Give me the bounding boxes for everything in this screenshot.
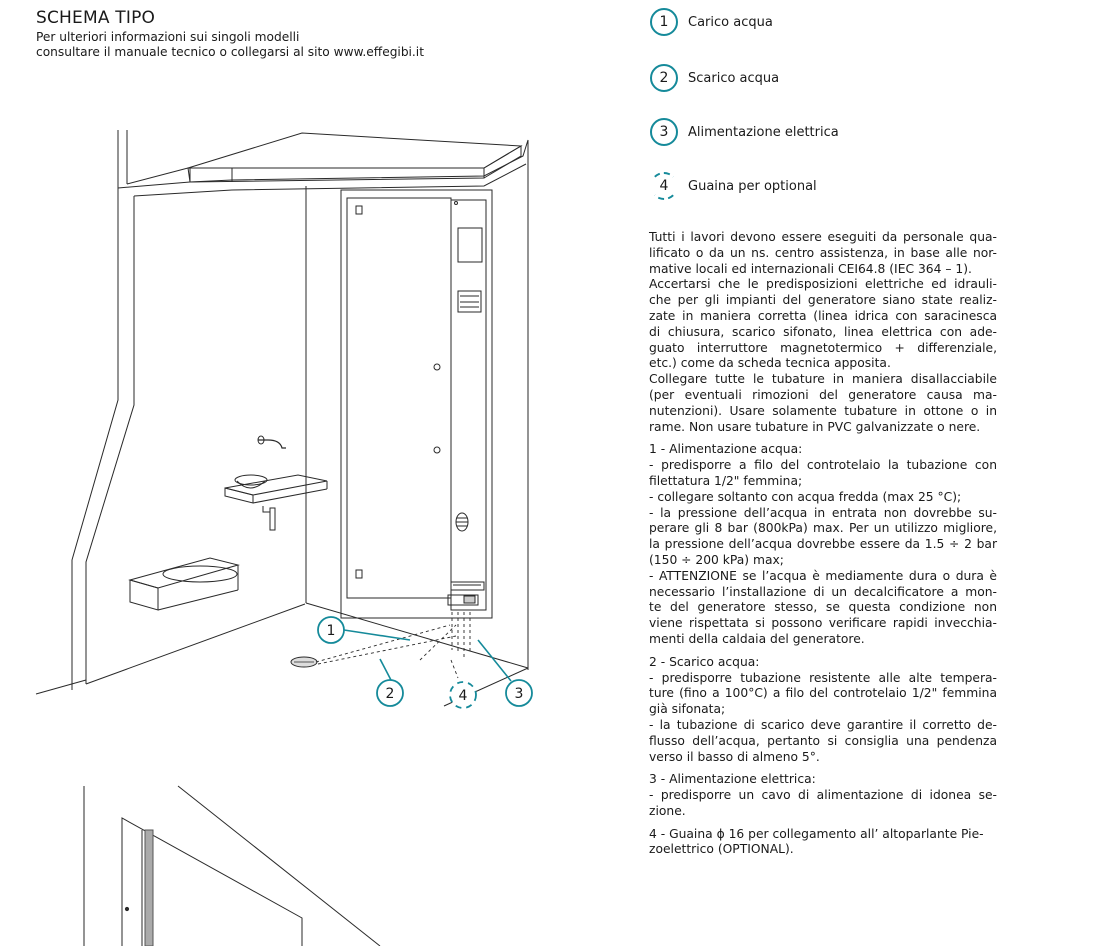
text-line: - predisporre un cavo di alimentazione di idonea se- [649,788,997,803]
svg-text:4: 4 [458,688,468,704]
door-frame [341,190,492,618]
text-line: zione. [649,803,686,818]
text-line: Accertarsi che le predisposizioni elettriche ed idrauli- [649,277,997,292]
text-line: etc.) come da scheda tecnica apposita. [649,356,891,371]
text-line: Tutti i lavori devono essere eseguiti da personale qua- [649,230,997,244]
text-line: menti della caldaia del generatore. [649,631,865,646]
text-line: - predisporre tubazione resistente alle alte tempera- [649,670,997,685]
text-line: filettatura 1/2" femmina; [649,473,803,488]
text-line: flusso dell’acqua, pertanto si consiglia una pendenza [649,733,997,748]
text-line: di chiusura, scarico sifonato, linea elettrica con ade- [649,324,997,339]
legend-item-4 [650,172,817,200]
text-line: ture (fino a 100°C) a filo del controtelaio 1/2" femmina [649,686,997,701]
legend-number-1: 1 [650,8,678,36]
legend-number-2: 2 [650,64,678,92]
legend [650,8,1070,208]
callout-2 [377,680,403,706]
page-title: SCHEMA TIPO [36,8,156,28]
legend-label-4: Guaina per optional [688,178,817,194]
legend-item-3 [650,118,839,146]
instructions-text [649,230,997,858]
svg-text:3: 3 [514,686,524,702]
section-water-supply [649,442,997,647]
callout-3 [506,680,532,706]
legend-number-4: 4 [650,172,678,200]
text-line: viene rispettata si possono verificare rapidi invecchia- [649,616,997,631]
section-sheath [649,827,997,859]
text-line: 4 - Guaina ϕ 16 per collegamento all’ altoparlante Pie- [649,826,984,841]
legend-item-2 [650,64,779,92]
text-line: - collegare soltanto con acqua fredda (max 25 °C); [649,489,962,504]
callout-1 [318,617,344,643]
svg-text:1: 1 [326,623,336,639]
section-water-drain [649,655,997,766]
text-line: perare gli 8 bar (800kPa) max. Per un utilizzo migliore, [649,521,997,536]
text-line: te del generatore stesso, se questa condizione non [649,600,997,615]
text-line: (150 ÷ 200 kPa) max; [649,552,784,567]
svg-text:2: 2 [385,686,395,702]
text-line: già sifonata; [649,702,726,717]
legend-number-3: 3 [650,118,678,146]
text-line: - predisporre a filo del controtelaio la tubazione con [649,458,997,473]
text-line: la pressione dell’acqua dovrebbe essere da 1.5 ÷ 2 bar [649,537,997,552]
subtitle-line: consultare il manuale tecnico o collegarsi al sito www.effegibi.it [36,45,424,59]
legend-label-1: Carico acqua [688,14,773,30]
subtitle-line: Per ulteriori informazioni sui singoli modelli [36,30,300,44]
text-line: - ATTENZIONE se l’acqua è mediamente dura o dura è [649,568,997,583]
text-line: (per eventuali rimozioni del generatore causa ma- [649,387,997,402]
text-line: 2 - Scarico acqua: [649,654,760,669]
legend-label-3: Alimentazione elettrica [688,124,839,140]
legend-label-2: Scarico acqua [688,70,780,86]
text-line: lificato o da un ns. centro assistenza, in base alle nor- [649,245,997,260]
text-line: - la tubazione di scarico deve garantire il corretto de- [649,717,997,732]
text-line: Collegare tutte le tubature in maniera disallacciabile [649,372,997,387]
text-line: che per gli impianti del generatore siano state realiz- [649,293,997,308]
text-line: guato interruttore magnetotermico + differenziale, [649,340,997,355]
text-line: nutenzioni). Usare solamente tubature in ottone o in [649,403,997,418]
left-wall [36,130,528,694]
text-line: - la pressione dell’acqua in entrata non dovrebbe su- [649,505,997,520]
ceiling-soffit [188,133,521,182]
text-line: zoelettrico (OPTIONAL). [649,842,794,857]
text-line: 1 - Alimentazione acqua: [649,442,803,457]
washbasin [130,436,327,610]
text-line: mative locali ed internazionali CEI64.8 (IEC 364 – 1). [649,261,972,276]
text-line: necessario l’installazione di un decalcificatore a mon- [649,584,997,599]
detail-drawing [84,786,380,946]
intro-paragraph [649,230,997,435]
text-line: verso il basso di almeno 5°. [649,749,820,764]
text-line: 3 - Alimentazione elettrica: [649,772,816,787]
legend-item-1 [650,8,773,36]
callout-4 [450,682,476,708]
text-line: rame. Non usare tubature in PVC galvanizzate o nere. [649,419,981,434]
section-electrical [649,772,997,819]
text-line: zate in maniera corretta (linea idrica con saracinesca [649,308,997,323]
